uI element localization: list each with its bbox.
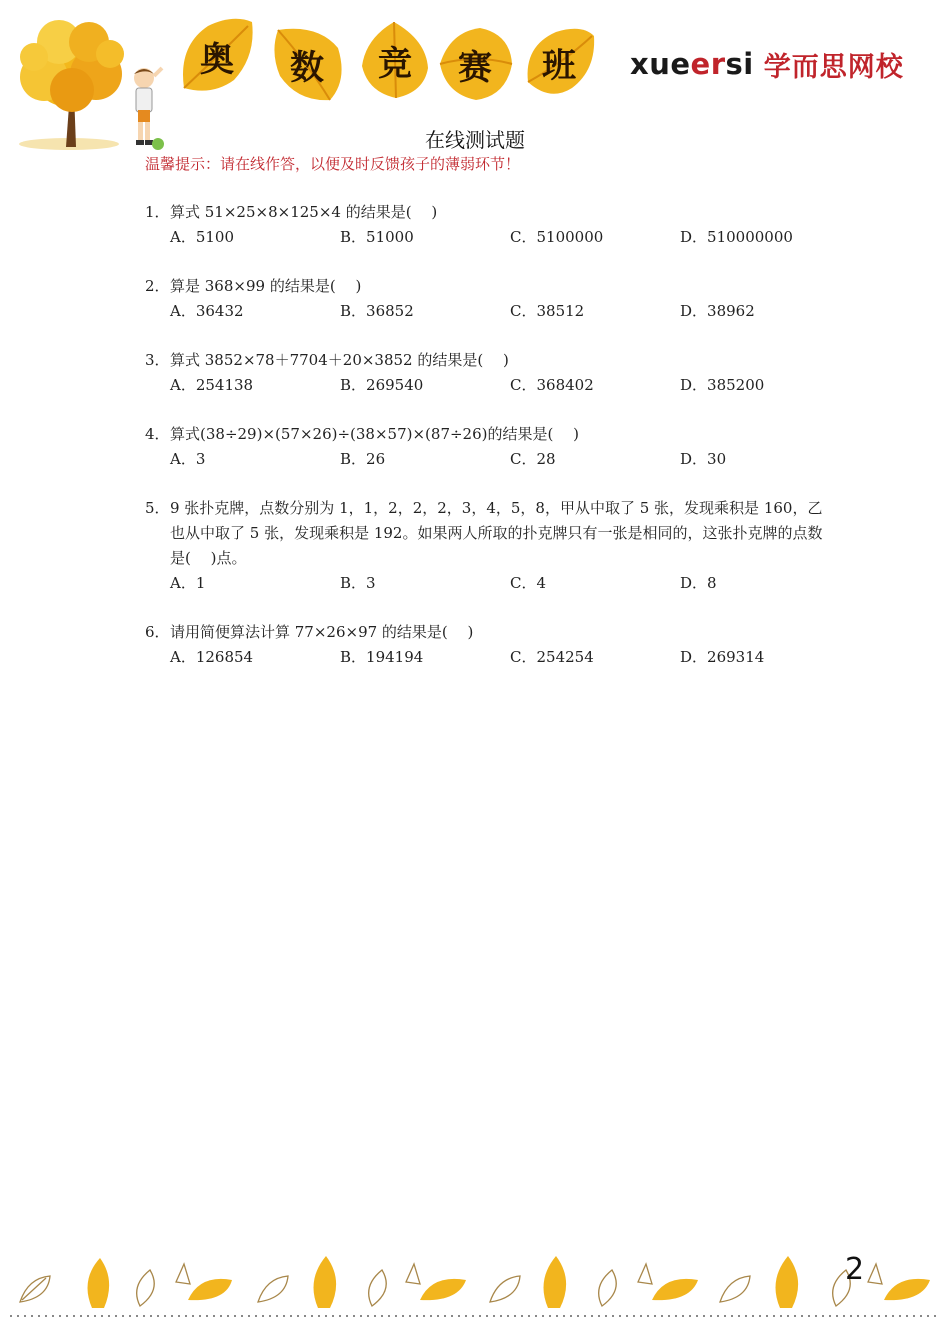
- reminder-tip: 温馨提示：请在线作答，以便及时反馈孩子的薄弱环节！: [145, 155, 521, 173]
- option-c[interactable]: C．38512: [510, 302, 585, 320]
- footer-leaf-border: [0, 1250, 950, 1320]
- option-c[interactable]: C．5100000: [510, 228, 604, 246]
- banner-char: 竞: [378, 43, 412, 84]
- option-b[interactable]: B．51000: [340, 228, 414, 246]
- question-number: 5．: [145, 499, 170, 517]
- option-a[interactable]: A．3: [170, 450, 206, 468]
- question-text: 算是 368×99 的结果是( ): [170, 277, 362, 295]
- question-text: 算式 3852×78＋7704＋20×3852 的结果是( ): [170, 351, 509, 369]
- question-text: 请用简便算法计算 77×26×97 的结果是( ): [170, 623, 474, 641]
- option-d[interactable]: D．385200: [680, 376, 765, 394]
- option-a[interactable]: A．1: [170, 574, 206, 592]
- option-a[interactable]: A．254138: [170, 376, 254, 394]
- option-d[interactable]: D．30: [680, 450, 727, 468]
- question-list: [145, 200, 825, 694]
- banner-char: 奥: [200, 39, 234, 80]
- brand-logo-en: xueersi: [630, 47, 754, 81]
- option-c[interactable]: C．368402: [510, 376, 594, 394]
- banner-leaf: [436, 24, 514, 104]
- question-number: 2．: [145, 277, 170, 295]
- option-a[interactable]: A．5100: [170, 228, 235, 246]
- question-number: 6．: [145, 623, 170, 641]
- option-c[interactable]: C．254254: [510, 648, 594, 666]
- option-d[interactable]: D．38962: [680, 302, 755, 320]
- brand-logo: [630, 44, 904, 84]
- question-item: [145, 496, 825, 596]
- question-number: 4．: [145, 425, 170, 443]
- page-number: 2: [845, 1252, 865, 1287]
- question-number: 3．: [145, 351, 170, 369]
- question-item: [145, 620, 825, 670]
- page-title: 在线测试题: [425, 128, 525, 152]
- option-b[interactable]: B．36852: [340, 302, 414, 320]
- option-d[interactable]: D．510000000: [680, 228, 793, 246]
- brand-logo-cn: 学而思网校: [763, 51, 904, 83]
- option-b[interactable]: B．3: [340, 574, 376, 592]
- question-item: [145, 422, 825, 472]
- option-c[interactable]: C．28: [510, 450, 556, 468]
- banner-leaf: [268, 24, 346, 104]
- option-a[interactable]: A．126854: [170, 648, 254, 666]
- option-b[interactable]: B．26: [340, 450, 386, 468]
- question-number: 1．: [145, 203, 170, 221]
- banner-char: 班: [542, 45, 576, 86]
- question-text: 算式(38÷29)×(57×26)÷(38×57)×(87÷26)的结果是( ): [170, 425, 579, 443]
- banner-leaf: [520, 22, 598, 102]
- banner-leaf: [178, 16, 256, 96]
- question-text: 算式 51×25×8×125×4 的结果是( ): [170, 203, 438, 221]
- question-item: [145, 274, 825, 324]
- question-text: 9 张扑克牌，点数分别为 1，1，2，2，2，3，4，5，8，甲从中取了 5 张，发现乘积是 160，乙也从中取了 5 张，发现乘积是 192。如果两人所取的扑克牌只有一张是相同的，这张扑克牌的点数是( )点。: [170, 499, 823, 567]
- option-b[interactable]: B．269540: [340, 376, 424, 394]
- question-item: [145, 200, 825, 250]
- option-a[interactable]: A．36432: [170, 302, 244, 320]
- banner-char: 数: [290, 47, 324, 88]
- question-item: [145, 348, 825, 398]
- option-d[interactable]: D．8: [680, 574, 717, 592]
- banner-char: 赛: [458, 47, 492, 88]
- option-d[interactable]: D．269314: [680, 648, 765, 666]
- option-b[interactable]: B．194194: [340, 648, 424, 666]
- banner-leaf: [356, 20, 434, 100]
- option-c[interactable]: C．4: [510, 574, 547, 592]
